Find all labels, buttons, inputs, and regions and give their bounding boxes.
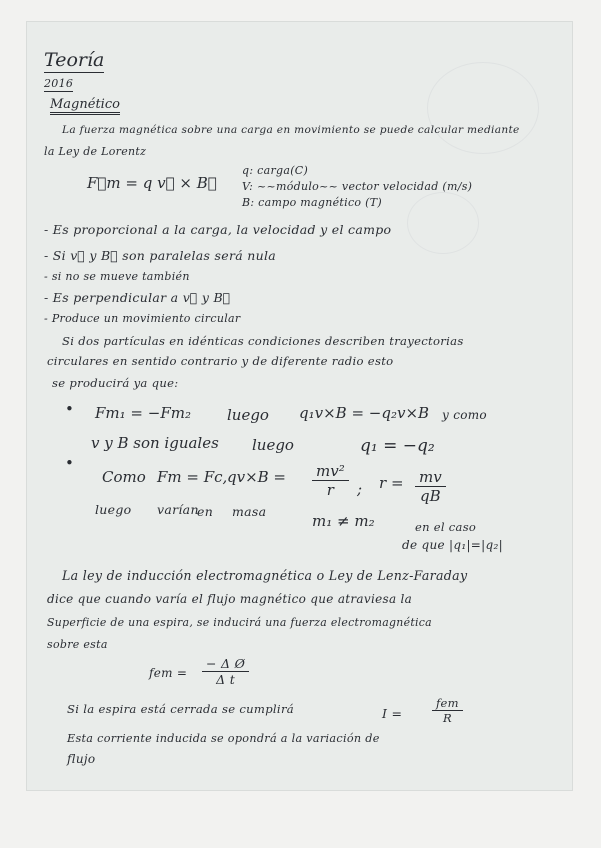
force-equation: Fm₁ = −Fm₂ (95, 404, 191, 422)
legend-b: B: campo magnético (T) (242, 196, 382, 209)
page-title: Teoría (44, 49, 105, 71)
property-item: - Es perpendicular a v⃗ y B⃗ (44, 290, 231, 305)
particles-line-1: Si dos partículas en idénticas condiciones describen trayectorias (62, 334, 464, 348)
mass-inequality: m₁ ≠ m₂ (312, 512, 375, 530)
property-item: - Si v⃗ y B⃗ son paralelas será nula (44, 248, 277, 263)
property-item: - Produce un movimiento circular (44, 312, 241, 325)
closing-line-2: Esta corriente inducida se opondrá a la variación de (67, 732, 380, 745)
induction-line-2: dice que cuando varía el flujo magnético que atraviesa la (47, 592, 413, 606)
luego-word-2: luego (252, 436, 294, 454)
particles-line-3: se producirá ya que: (52, 376, 179, 390)
fraction-numerator: fem (432, 696, 463, 711)
legend-q: q: carga(C) (242, 164, 309, 177)
luego-word-3: luego (95, 502, 132, 517)
varian-word: varían (157, 502, 199, 517)
bullet-dot: • (65, 454, 74, 472)
property-item: - Es proporcional a la carga, la velocidad y el campo (44, 222, 392, 237)
mv2-over-r-fraction (312, 462, 349, 499)
masa-word: masa (232, 504, 267, 519)
lorentz-centripetal-lhs: qv×B = (227, 468, 287, 486)
bleed-through-mark (407, 192, 479, 254)
lorentz-intro-line-1: La fuerza magnética sobre una carga en movimiento se puede calcular mediante (62, 124, 520, 136)
bleed-through-mark (427, 62, 539, 154)
centripetal-equation: Fm = Fc, (157, 468, 228, 486)
notebook-page (27, 22, 572, 790)
luego-word: luego (227, 406, 269, 424)
year-label: 2016 (44, 77, 74, 90)
en-word: en (197, 504, 214, 519)
fem-label: fem = (149, 666, 188, 680)
section-heading: Magnético (50, 97, 120, 115)
particles-line-2: circulares en sentido contrario y de diferente radio esto (47, 354, 394, 368)
radius-label: r = (379, 474, 404, 492)
fraction-numerator: mv (415, 468, 446, 487)
fem-fraction (202, 656, 249, 687)
fraction-denominator: R (442, 711, 452, 725)
lorentz-intro-line-2: la Ley de Lorentz (44, 145, 147, 158)
fraction-denominator: Δ t (216, 672, 236, 687)
current-fraction (432, 696, 463, 725)
induction-line-3: Superficie de una espira, se inducirá una fuerza electromagnética (47, 616, 432, 629)
bullet-dot: • (65, 400, 74, 418)
legend-v: V: ~~módulo~~ vector velocidad (m/s) (242, 180, 473, 193)
caso-line-2: de que |q₁|=|q₂| (402, 538, 503, 552)
caso-line-1: en el caso (415, 520, 477, 534)
charge-equation: q₁v×B = −q₂v×B (299, 404, 430, 422)
fraction-denominator: qB (420, 487, 441, 505)
induction-line-4: sobre esta (47, 638, 108, 651)
property-item: - si no se mueve también (44, 270, 190, 283)
mv-over-qb-fraction (415, 468, 446, 505)
closing-line-3: flujo (67, 752, 96, 766)
lorentz-formula: F⃗m = q v⃗ × B⃗ (87, 174, 217, 192)
como-word: Como (102, 468, 146, 486)
induction-line-1: La ley de inducción electromagnética o Ley de Lenz-Faraday (62, 568, 468, 583)
fraction-denominator: r (326, 481, 334, 499)
y-como-text: y como (442, 408, 487, 422)
fraction-numerator: − Δ Ø (202, 656, 249, 672)
vb-equal-text: v y B son iguales (91, 434, 219, 452)
charge-opposite-equation: q₁ = −q₂ (360, 436, 435, 456)
current-label: I = (382, 706, 403, 721)
closing-line-1: Si la espira está cerrada se cumplirá (67, 702, 294, 716)
fraction-numerator: mv² (312, 462, 349, 481)
semicolon: ; (357, 480, 363, 498)
